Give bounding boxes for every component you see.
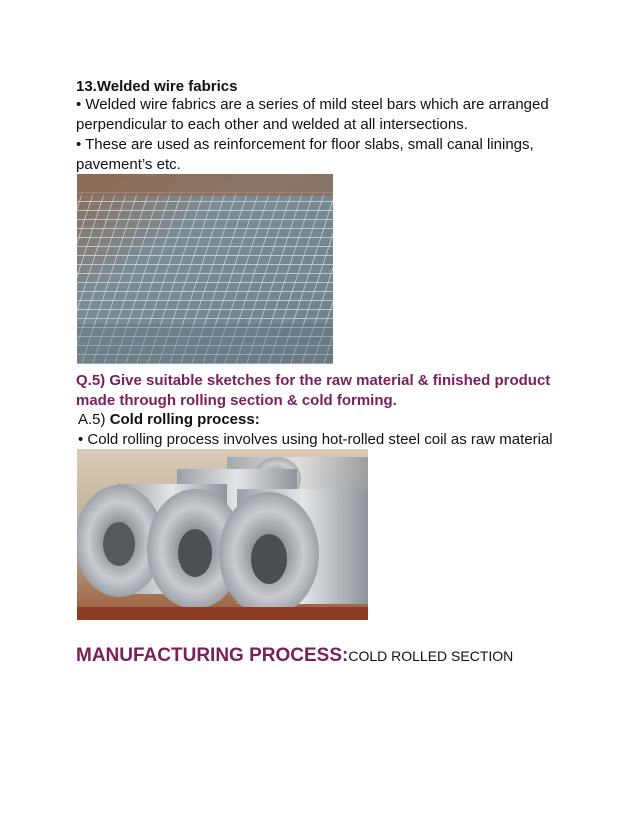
answer-heading <box>78 410 260 430</box>
bullet-text: • Cold rolling process involves using hot-rolled steel coil as raw material <box>78 431 553 448</box>
answer-title: Cold rolling process: <box>109 411 260 428</box>
bullet-text: pavement’s etc. <box>76 156 181 173</box>
section-heading: 13.Welded wire fabrics <box>76 78 238 95</box>
bullet-text: • Welded wire fabrics are a series of mild steel bars which are arranged <box>76 96 549 113</box>
welded-wire-mesh-image <box>77 174 333 364</box>
steel-coils-image <box>77 449 368 620</box>
question-heading: made through rolling section & cold forming. <box>76 392 397 409</box>
answer-prefix: A.5) <box>78 411 110 428</box>
manufacturing-heading <box>76 645 513 667</box>
bullet-text: • These are used as reinforcement for floor slabs, small canal linings, <box>76 136 534 153</box>
manufacturing-title: MANUFACTURING PROCESS: <box>76 645 349 666</box>
bullet-text: perpendicular to each other and welded at all intersections. <box>76 116 468 133</box>
question-heading: Q.5) Give suitable sketches for the raw material & finished product <box>76 372 551 389</box>
manufacturing-subtitle: COLD ROLLED SECTION <box>348 648 514 664</box>
